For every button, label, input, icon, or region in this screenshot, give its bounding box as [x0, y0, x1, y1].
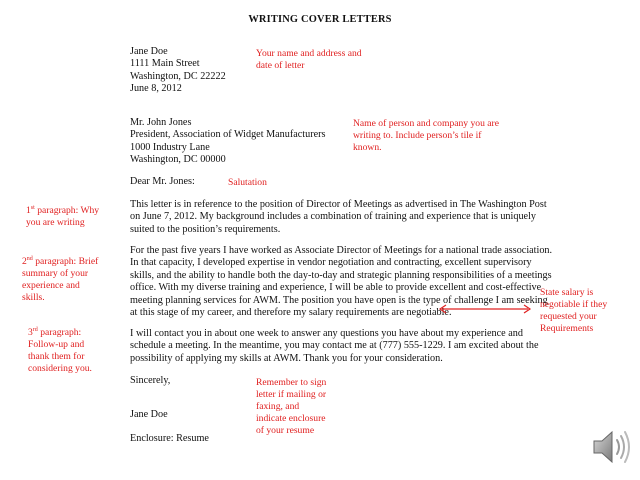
- sender-annotation: Your name and address and date of letter: [256, 48, 362, 71]
- salary-arrow: [436, 303, 534, 315]
- salary-annotation: State salary is negotiable if they requested your Requirements: [540, 287, 608, 334]
- recipient-city: Washington, DC 00000: [130, 154, 226, 166]
- recipient-block: [130, 117, 325, 167]
- signature-name: Jane Doe: [130, 409, 168, 420]
- signature-annotation: Remember to sign letter if mailing or faxing, and indicate enclosure of your resume: [256, 377, 327, 436]
- enclosure-line: Enclosure: Resume: [130, 433, 209, 444]
- recipient-annotation: Name of person and company you are writing to. Include person’s tile if known.: [353, 118, 499, 153]
- sender-block: [130, 46, 226, 96]
- page-title: WRITING COVER LETTERS: [248, 14, 392, 25]
- salutation-annotation: Salutation: [228, 177, 267, 188]
- paragraph-3: I will contact you in about one week to answer any questions you have about my experience and schedule a meeting. In the meantime, you may contact me at (777) 555-1229. I am excited about the possibility of applying my skills at AWM. Thank you for your consideration.: [130, 328, 539, 364]
- sender-name: Jane Doe: [130, 46, 168, 57]
- paragraph-1: This letter is in reference to the position of Director of Meetings as advertised in The Washington Post on June 7, 2012. My background includes a combination of training and experience that is uniquely suited to the position’s requirements.: [130, 199, 547, 235]
- paragraph-2-annotation: 2nd paragraph: Brief summary of your experience and skills.: [22, 256, 99, 304]
- sender-city: Washington, DC 22222: [130, 70, 226, 82]
- paragraph-3-annotation: 3rd paragraph: Follow-up and thank them for considering you.: [28, 327, 92, 375]
- paragraph-2: For the past five years I have worked as Associate Director of Meetings for a national trade association. In that capacity, I developed expertise in vendor negotiation and contracting, excellent supervisory skills, and the ability to handle both the day-to-day and strategic planning responsibilities of a meetings office. With my diverse training and experience, I will be able to provide excellent and cost-effective meeting planning services for AWM. The position you have open is the type of challenge I am seeking at this stage of my career, and therefore my salary requirements are negotiable.: [130, 245, 553, 319]
- recipient-title: President, Association of Widget Manufacturers: [130, 129, 326, 141]
- recipient-street: 1000 Industry Lane: [130, 141, 210, 153]
- speaker-icon[interactable]: [588, 425, 632, 469]
- paragraph-1-annotation: 1st paragraph: Why you are writing: [26, 205, 100, 229]
- salutation: Dear Mr. Jones:: [130, 176, 195, 187]
- sender-street: 1111 Main Street: [130, 58, 200, 70]
- letter-date: June 8, 2012: [130, 83, 182, 95]
- recipient-name: Mr. John Jones: [130, 117, 192, 128]
- closing: Sincerely,: [130, 375, 171, 386]
